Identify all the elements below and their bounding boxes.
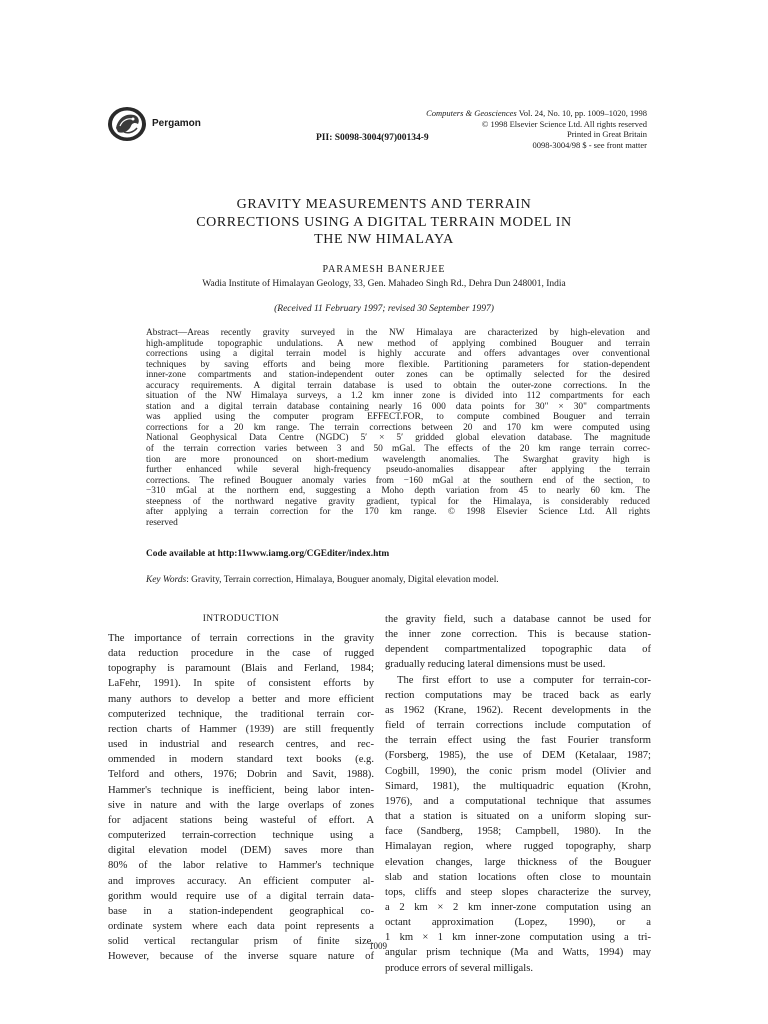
abstract-line: reserved [146,517,178,528]
abstract-line: situation of the NW Himalaya surveys, a 1.2 km inner zone is divided into 112 compartments for each [146,391,650,402]
body-line: 80% of the labor relative to Hammer's technique [108,860,374,872]
pii-identifier: PII: S0098-3004(97)00134-9 [316,133,429,143]
body-line: 1976), and a computational technique that assumes [385,795,651,807]
body-line: that a station is situated on a uniform sloping sur- [385,811,651,823]
journal-name: Computers & Geosciences [426,108,517,118]
issn-line: 0098-3004/98 $ - see front matter [532,139,647,150]
author-affiliation: Wadia Institute of Himalayan Geology, 33, Gen. Mahadeo Singh Rd., Dehra Dun 248001, India [202,279,566,289]
body-line: topography is paramount (Blais and Ferland, 1984; [108,663,374,675]
body-line: ommended in modern standard text books (e.g. [108,754,374,766]
abstract-line: National Geophysical Data Centre (NGDC) 5′ × 5′ gridded global elevation database. The magnitude [146,433,650,444]
printed-line: Printed in Great Britain [566,129,647,140]
body-line: angular prism technique (Ma and Watts, 1994) may [385,947,651,959]
body-line: as 1962 (Krane, 1962). Recent developments in the [385,704,651,716]
abstract-line: corrections. The refined Bouguer anomaly varies from −160 mGal at the southern end of the section, to [146,475,650,486]
title-line: GRAVITY MEASUREMENTS AND TERRAIN [236,197,532,212]
body-line: Cogbill, 1990), the conic prism model (Olivier and [385,765,651,777]
abstract-line: Abstract—Areas recently gravity surveyed in the NW Himalaya are characterized by high-elevation and [146,328,650,338]
section-heading-introduction: INTRODUCTION [202,614,280,624]
body-line: digital elevation model (DEM) saves more than [108,845,374,857]
body-line: gorithm would require use of a digital terrain data- [108,890,374,902]
abstract-line: inner-zone compartments and station-independent outer zones can be optimally selected for the desired [146,370,650,381]
body-line: rection computations may be traced back as early [385,689,651,701]
abstract-line: tion are more pronounced on short-medium wavelength anomalies. The Swarghat gravity high is [146,454,650,465]
publisher-name: Pergamon [152,118,201,129]
body-line: base in a station-independent geographical co- [108,905,374,917]
abstract-line: accuracy requirements. A digital terrain database is used to obtain the outer-zone corrections. In the [146,380,650,391]
body-line: slab and station locations often close to mountain [385,871,651,883]
body-line: The first effort to use a computer for terrain-cor- [397,674,651,686]
body-line: The importance of terrain corrections in the gravity [108,633,374,644]
abstract-line: further enhanced while several high-frequency pseudo-anomalies disappear after applying the terrain [146,465,650,476]
code-availability: Code available at http:11www.iamg.org/CGEditer/index.htm [146,549,390,559]
body-line: gradually reducing lateral dimensions must be used. [385,659,606,671]
body-line: produce errors of several milligals. [385,962,533,974]
abstract-line: station and a digital terrain database containing nearly 16 000 data points for 30" × 30" compartments [146,401,650,412]
keywords-list: : Gravity, Terrain correction, Himalaya, Bouguer anomaly, Digital elevation model. [186,575,499,585]
body-line: LaFehr, 1991). In spite of consistent efforts by [108,678,374,690]
abstract-line: was applied using the computer program EFFECT.FOR, to compute combined Bouguer and terrain [146,412,650,423]
received-dates: (Received 11 February 1997; revised 30 September 1997) [274,304,494,314]
body-line: (Forsberg, 1985), the use of DEM (Ketalaar, 1987; [385,750,651,762]
abstract-line: high-amplitude topographic undulations. A new method of applying combined Bouguer and terrain [146,338,650,349]
body-line: rection charts of Hammer (1939) are still frequently [108,723,374,735]
body-line: tops, cliffs and steep slopes characterize the survey, [385,886,651,898]
abstract-line: corrections using a digital terrain model is highly accurate and offers advantages over conventional [146,349,650,360]
body-line: However, because of the inverse square nature of [108,951,374,963]
body-line: the gravity field, such a database cannot be used for [385,614,651,625]
body-line: octant approximation (Lopez, 1990), or a [385,917,651,929]
body-line: computerized technique, the traditional terrain cor- [108,708,374,720]
body-line: dependent compartmentalized topographic data of [385,644,651,656]
body-line: the terrain effect using the fast Fourier transform [385,735,651,747]
journal-info [327,108,647,150]
body-line: a 2 km × 2 km inner-zone computation using an [385,901,651,913]
paper-title [120,196,648,249]
body-line: Telford and others, 1976; Dobrin and Savit, 1988). [108,769,374,781]
abstract-line: after applying a terrain correction for the 170 km range. © 1998 Elsevier Science Ltd. All rights [146,507,650,518]
body-line: solid vertical rectangular prism of finite size. [108,936,374,948]
abstract-line: techniques by saving efforts and being more flexible. Partitioning parameters for station-dependent [146,359,650,370]
body-line: face (Sandberg, 1958; Campbell, 1980). In the [385,826,651,838]
keywords [146,575,499,585]
body-line: data reduction procedure in the case of rugged [108,648,374,660]
body-line: elevation changes, large thickness of the Bouguer [385,856,651,868]
body-line: many authors to develop a better and more efficient [108,693,374,705]
title-line: THE NW HIMALAYA [314,232,454,247]
body-line: Hammer's technique is inefficient, being labor inten- [108,784,374,796]
body-line: Simard, 1981), the multiquadric equation (Krohn, [385,780,651,792]
body-line: ordinate system where each data point represents a [108,920,374,932]
body-line: for adjacent stations being wasteful of effort. A [108,814,374,826]
body-line: 1 km × 1 km inner-zone computation using a tri- [385,932,651,944]
body-line: Himalayan region, where rugged topography, sharp [385,841,651,853]
body-line: the inner zone correction. This is because station- [385,629,651,641]
abstract-line: −310 mGal at the northern end, suggesting a Moho depth variation from 45 to nearly 60 km. The [146,486,650,497]
abstract-line: of the terrain correction varies between 3 and 50 mGal. The effects of the 20 km range terrain correc- [146,444,650,455]
title-line: CORRECTIONS USING A DIGITAL TERRAIN MODEL IN [196,214,572,230]
abstract [146,328,650,528]
keywords-label: Key Words [146,575,187,585]
body-line: and improves accuracy. An efficient computer al- [108,875,374,887]
body-column-left [108,612,374,964]
copyright-line: © 1998 Elsevier Science Ltd. All rights reserved [481,118,647,129]
page-number: 1009 [369,941,387,951]
body-column-right [385,612,651,976]
body-line: field of terrain corrections include computation of [385,720,651,732]
abstract-line: steepness of the northward negative gravity gradient, typical for the Himalaya, is considerably reduced [146,496,650,507]
body-line: sive in nature and with the large overlaps of zones [108,799,374,811]
body-line: used in industrial and research centres, and rec- [108,739,374,751]
pergamon-logo-icon [104,104,150,144]
abstract-line: corrections for a 20 km range. The terrain corrections between 20 and 170 km were computed using [146,422,650,433]
body-line: computerized terrain-correction technique using a [108,830,374,842]
journal-citation: Computers & Geosciences Vol. 24, No. 10, pp. 1009–1020, 1998 [426,108,647,118]
author-name: PARAMESH BANERJEE [322,264,446,275]
